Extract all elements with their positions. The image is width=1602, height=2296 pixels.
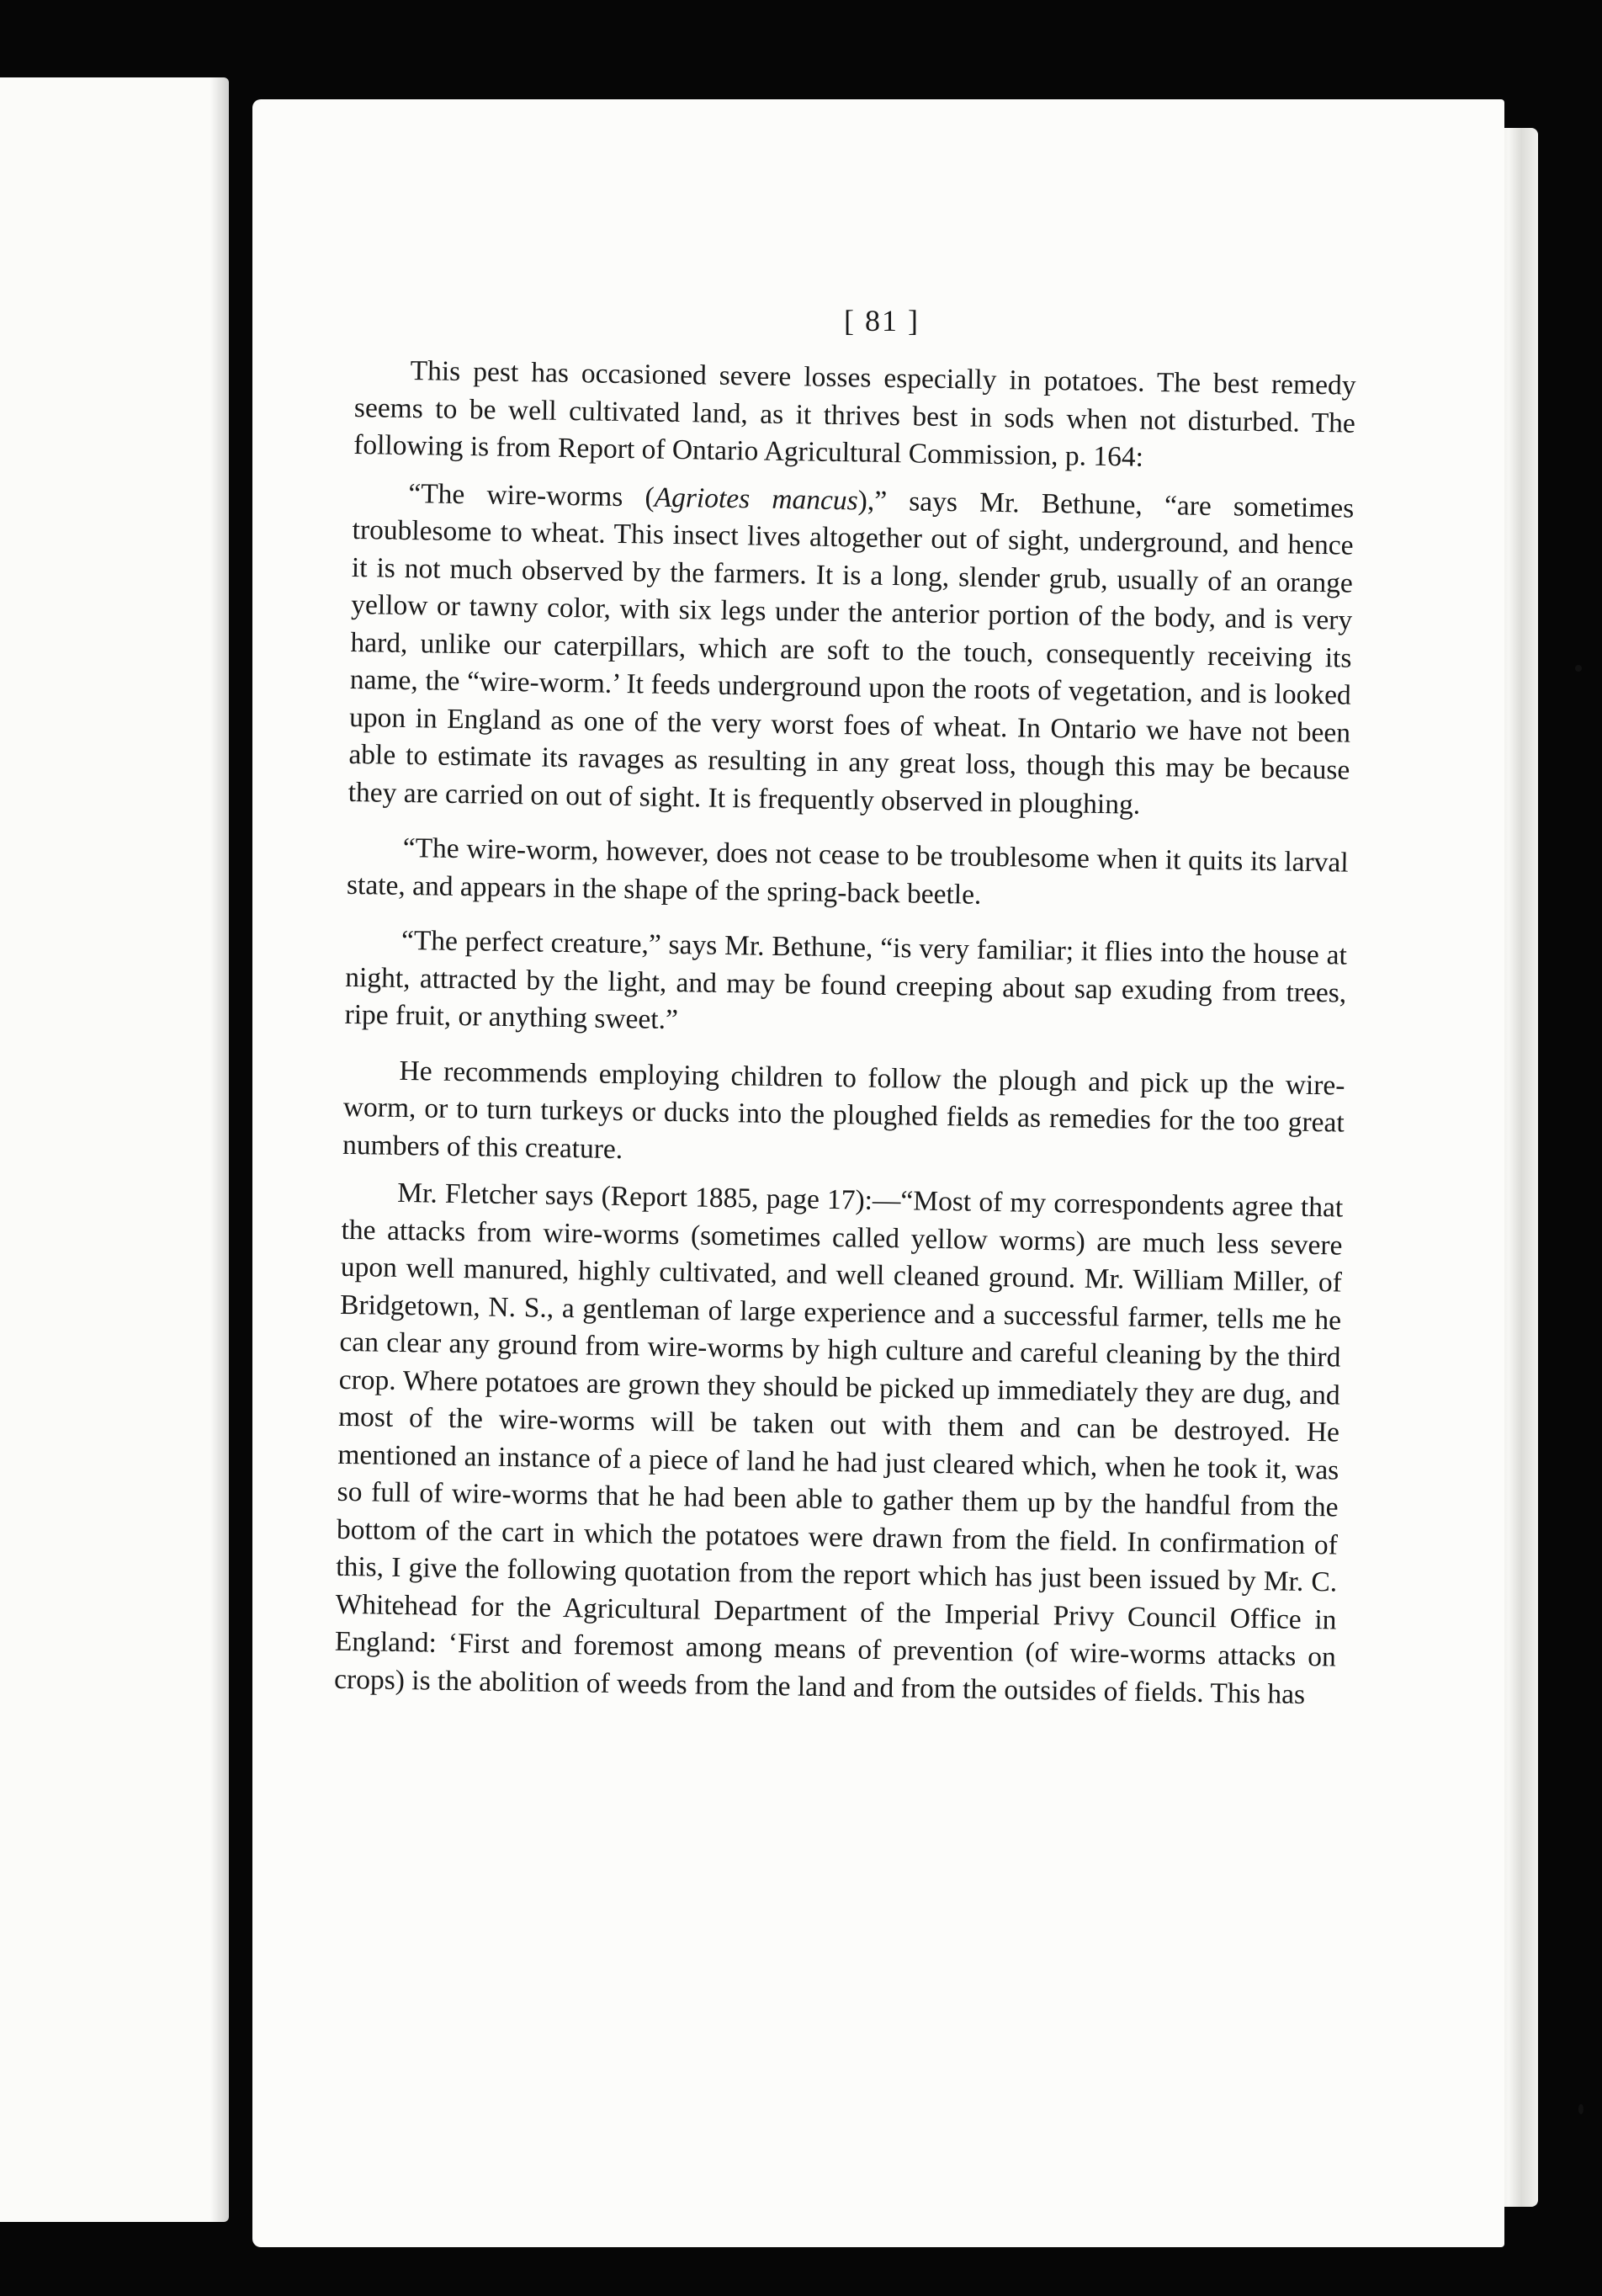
quote-text: ),” says Mr. Bethune, “are sometimes troublesome to wheat. This insect lives altogether out of sight, underground, and hence it is not much observed by the farmers. It is a long, slender grub, usually of an orange yellow or tawny color, with six legs under the anterior portion of the body, and is very hard, unlike our caterpillars, which are soft to the touch, consequently receiving its name, the “wire-worm.’ It feeds underground upon the roots of vegetation, and is looked upon in England as one of the very worst foes of wheat. In Ontario we have not been able to estimate its ravages as resulting in any great loss, though this may be because they are carried on out of sight. It is frequently observed in ploughing. (347, 484, 1355, 821)
quote-text: “The wire-worms ( (408, 477, 655, 513)
body-text (334, 352, 1356, 1731)
facing-page (0, 77, 229, 2222)
paragraph: “The wire-worm, however, does not cease to be troublesome when it quits its larval state, and appears in the shape of the spring-back beetle. (346, 832, 1349, 911)
page-number: [ 81 ] (844, 304, 920, 337)
paragraph: “The perfect creature,” says Mr. Bethune, “is very familiar; it flies into the house at night, attracted by the light, and may be found creeping about sap exuding from trees, ripe fruit, or anything sweet.” (344, 924, 1348, 1036)
gutter-shadow (210, 77, 229, 2222)
paragraph-fletcher: Mr. Fletcher says (Report 1885, page 17):—“Most of my correspondents agree that the attacks from wire-worms (sometimes called yellow worms) are much less severe upon well manured, highly cultivated, and well cleaned ground. Mr. William Miller, of Bridgetown, N. S., a gentleman of large experience and a successful farmer, tells me he can clear any ground from wire-worms by high culture and careful cleaning by the third crop. Where potatoes are grown they should be picked up immediately they are dug, and most of the wire-worms will be taken out with them and can be destroyed. He mentioned an instance of a piece of land he had just cleared which, when he took it, was so full of wire-worms that he had been able to gather them up by the handful from the bottom of the cart in which the potatoes were drawn from the field. In confirmation of this, I give the following quotation from the report which has just been issued by Mr. C. Whitehead for the Agricultural Department of the Imperial Privy Council Office in England: ‘First and foremost among means of prevention (of wire-worms attacks on crops) is the abolition of weeds from the land and from the outsides of fields. This has (333, 1177, 1344, 1710)
paragraph: He recommends employing children to follow the plough and pick up the wire-worm, or to turn turkeys or ducks into the ploughed fields as remedies for the too great numbers of this creature. (342, 1055, 1345, 1165)
paragraph-quote-bethune (347, 474, 1354, 826)
species-name: Agriotes mancus (654, 481, 859, 516)
paragraph: This pest has occasioned severe losses especially in potatoes. The best remedy seems to be well cultivated land, as it thrives best in sods when not disturbed. The following is from Report of Ontario Agricultural Commission, p. 164: (353, 355, 1356, 473)
book-page (252, 99, 1504, 2247)
scan-speck (1578, 2104, 1583, 2114)
scan-speck (1575, 665, 1582, 672)
